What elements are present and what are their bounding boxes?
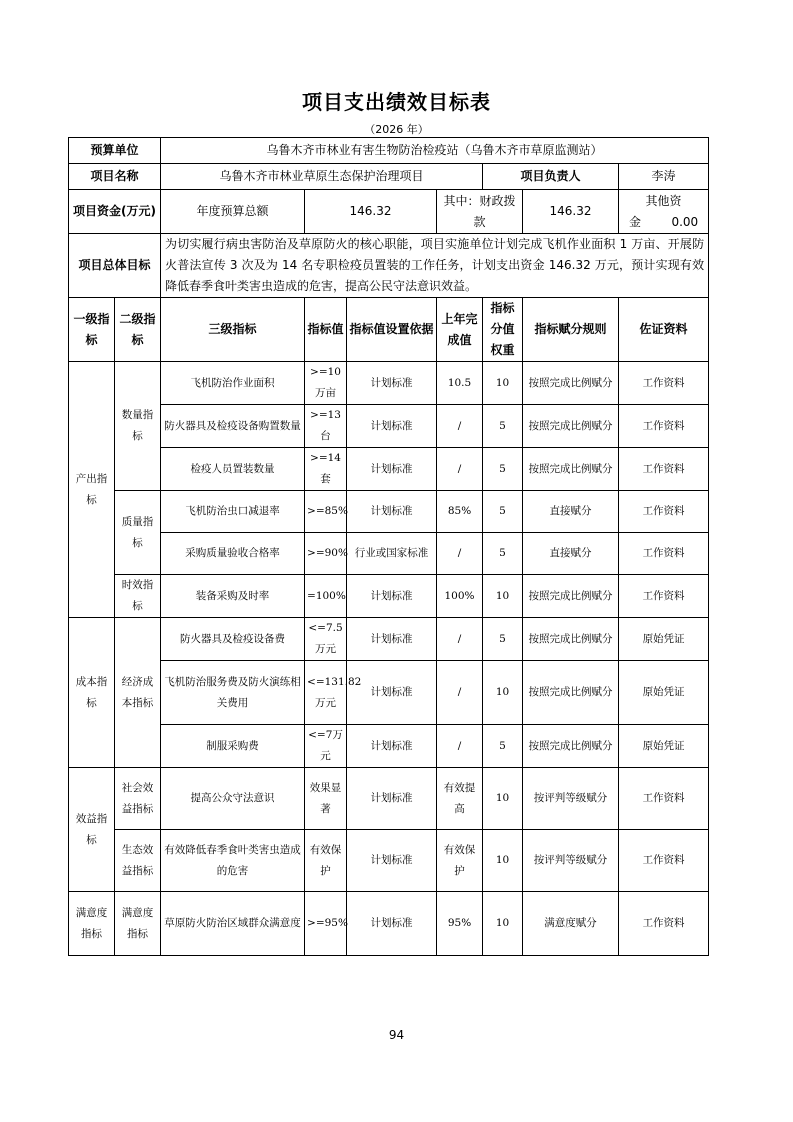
row-weight: 10: [483, 892, 523, 956]
row-basis: 计划标准: [347, 575, 437, 618]
year-label: （2026 年）: [364, 123, 429, 136]
row-value: >=85%: [305, 491, 347, 533]
row-weight: 10: [483, 661, 523, 725]
row-name: 制服采购费: [161, 725, 305, 768]
row-value: >=90%: [305, 533, 347, 575]
group-quantity: 数量指标: [115, 362, 161, 491]
table-row: [69, 830, 709, 892]
row-rule: 按照完成比例赋分: [523, 725, 619, 768]
fiscal-label: 其中：财政拨款: [437, 190, 523, 234]
row-name: 提高公众守法意识: [161, 768, 305, 830]
col-last-year: 上年完成值: [437, 298, 483, 362]
row-rule: 按评判等级赋分: [523, 830, 619, 892]
table-row: [69, 533, 709, 575]
table-row: [69, 661, 709, 725]
row-name: 飞机防治作业面积: [161, 362, 305, 405]
row-name: 飞机防治虫口减退率: [161, 491, 305, 533]
funds-label: 项目资金(万元): [69, 190, 161, 234]
row-rule: 直接赋分: [523, 491, 619, 533]
row-rule: 按照完成比例赋分: [523, 661, 619, 725]
group-cost: 成本指标: [69, 618, 115, 768]
row-basis: 计划标准: [347, 362, 437, 405]
row-last: 有效提高: [437, 768, 483, 830]
row-evidence: 工作资料: [619, 768, 709, 830]
page-title: 项目支出绩效目标表: [302, 90, 491, 114]
row-name: 装备采购及时率: [161, 575, 305, 618]
row-basis: 计划标准: [347, 405, 437, 448]
row-weight: 10: [483, 768, 523, 830]
col-basis: 指标值设置依据: [347, 298, 437, 362]
row-basis: 计划标准: [347, 661, 437, 725]
group-economic-cost: 经济成本指标: [115, 618, 161, 768]
table-row: [69, 491, 709, 533]
row-rule: 满意度赋分: [523, 892, 619, 956]
table-row: [69, 405, 709, 448]
project-name-label: 项目名称: [69, 164, 161, 190]
row-basis: 计划标准: [347, 448, 437, 491]
row-evidence: 工作资料: [619, 575, 709, 618]
row-weight: 5: [483, 491, 523, 533]
row-value: >=95%: [305, 892, 347, 956]
group-social: 社会效益指标: [115, 768, 161, 830]
row-evidence: 原始凭证: [619, 618, 709, 661]
row-value: <=131.82万元: [305, 661, 347, 725]
col-value: 指标值: [305, 298, 347, 362]
row-value: >=10万亩: [305, 362, 347, 405]
row-last: /: [437, 405, 483, 448]
table-row: [69, 768, 709, 830]
goal-label: 项目总体目标: [69, 234, 161, 298]
row-name: 防火器具及检疫设备购置数量: [161, 405, 305, 448]
col-level2: 二级指标: [115, 298, 161, 362]
row-value: 效果显著: [305, 768, 347, 830]
row-basis: 计划标准: [347, 618, 437, 661]
group-ecological: 生态效益指标: [115, 830, 161, 892]
budget-unit-value: 乌鲁木齐市林业有害生物防治检疫站（乌鲁木齐市草原监测站）: [161, 138, 709, 164]
row-last: /: [437, 725, 483, 768]
group-timeliness: 时效指标: [115, 575, 161, 618]
row-weight: 5: [483, 405, 523, 448]
row-last: /: [437, 618, 483, 661]
row-weight: 5: [483, 533, 523, 575]
row-evidence: 原始凭证: [619, 661, 709, 725]
annual-budget-value: 146.32: [305, 190, 437, 234]
row-rule: 按照完成比例赋分: [523, 618, 619, 661]
row-rule: 按照完成比例赋分: [523, 405, 619, 448]
table-row: [69, 362, 709, 405]
budget-unit-label: 预算单位: [69, 138, 161, 164]
row-basis: 计划标准: [347, 725, 437, 768]
group-satisfaction: 满意度指标: [69, 892, 115, 956]
row-rule: 按照完成比例赋分: [523, 575, 619, 618]
row-evidence: 原始凭证: [619, 725, 709, 768]
project-name-value: 乌鲁木齐市林业草原生态保护治理项目: [161, 164, 483, 190]
group-quality: 质量指标: [115, 491, 161, 575]
row-rule: 按评判等级赋分: [523, 768, 619, 830]
row-basis: 计划标准: [347, 892, 437, 956]
row-evidence: 工作资料: [619, 405, 709, 448]
performance-table: [68, 137, 709, 956]
row-weight: 5: [483, 618, 523, 661]
row-value: =100%: [305, 575, 347, 618]
row-last: 10.5: [437, 362, 483, 405]
page-number: 94: [388, 1028, 405, 1042]
col-weight: 指标分值权重: [483, 298, 523, 362]
table-row: [69, 725, 709, 768]
row-name: 采购质量验收合格率: [161, 533, 305, 575]
goal-value: 为切实履行病虫害防治及草原防火的核心职能，项目实施单位计划完成飞机作业面积 1 万亩、开展防火普法宣传 3 次及为 14 名专职检疫员置装的工作任务，计划支出资金 146.32 万元，预计实现有效降低春季食叶类害虫造成的危害，提高公民守法意识效益。: [161, 234, 709, 298]
annual-budget-label: 年度预算总额: [161, 190, 305, 234]
row-weight: 10: [483, 362, 523, 405]
row-evidence: 工作资料: [619, 830, 709, 892]
group-output: 产出指标: [69, 362, 115, 618]
table-row: [69, 575, 709, 618]
row-last: /: [437, 533, 483, 575]
row-basis: 行业或国家标准: [347, 533, 437, 575]
other-funds: [619, 190, 709, 234]
row-basis: 计划标准: [347, 830, 437, 892]
group-benefit: 效益指标: [69, 768, 115, 892]
row-name: 飞机防治服务费及防火演练相关费用: [161, 661, 305, 725]
row-last: 100%: [437, 575, 483, 618]
table-row: [69, 448, 709, 491]
row-name: 防火器具及检疫设备费: [161, 618, 305, 661]
col-level3: 三级指标: [161, 298, 305, 362]
row-evidence: 工作资料: [619, 362, 709, 405]
row-value: >=13台: [305, 405, 347, 448]
row-last: 85%: [437, 491, 483, 533]
other-funds-label: 其他资金: [628, 193, 682, 229]
row-value: <=7万元: [305, 725, 347, 768]
row-evidence: 工作资料: [619, 892, 709, 956]
col-level1: 一级指标: [69, 298, 115, 362]
row-weight: 10: [483, 830, 523, 892]
row-last: /: [437, 448, 483, 491]
col-evidence: 佐证资料: [619, 298, 709, 362]
row-basis: 计划标准: [347, 768, 437, 830]
row-weight: 5: [483, 725, 523, 768]
row-basis: 计划标准: [347, 491, 437, 533]
row-value: >=14套: [305, 448, 347, 491]
col-rule: 指标赋分规则: [523, 298, 619, 362]
row-name: 检疫人员置装数量: [161, 448, 305, 491]
row-last: /: [437, 661, 483, 725]
row-rule: 按照完成比例赋分: [523, 448, 619, 491]
other-funds-value: 0.00: [671, 214, 699, 229]
row-weight: 10: [483, 575, 523, 618]
row-last: 95%: [437, 892, 483, 956]
row-value: 有效保护: [305, 830, 347, 892]
row-value: <=7.5万元: [305, 618, 347, 661]
fiscal-value: 146.32: [523, 190, 619, 234]
row-evidence: 工作资料: [619, 533, 709, 575]
project-leader-label: 项目负责人: [483, 164, 619, 190]
row-name: 草原防火防治区域群众满意度: [161, 892, 305, 956]
table-row: [69, 892, 709, 956]
table-row: [69, 618, 709, 661]
row-rule: 按照完成比例赋分: [523, 362, 619, 405]
row-weight: 5: [483, 448, 523, 491]
row-evidence: 工作资料: [619, 448, 709, 491]
row-last: 有效保护: [437, 830, 483, 892]
row-evidence: 工作资料: [619, 491, 709, 533]
row-rule: 直接赋分: [523, 533, 619, 575]
row-name: 有效降低春季食叶类害虫造成的危害: [161, 830, 305, 892]
project-leader-value: 李涛: [619, 164, 709, 190]
group-satisfaction-sub: 满意度指标: [115, 892, 161, 956]
